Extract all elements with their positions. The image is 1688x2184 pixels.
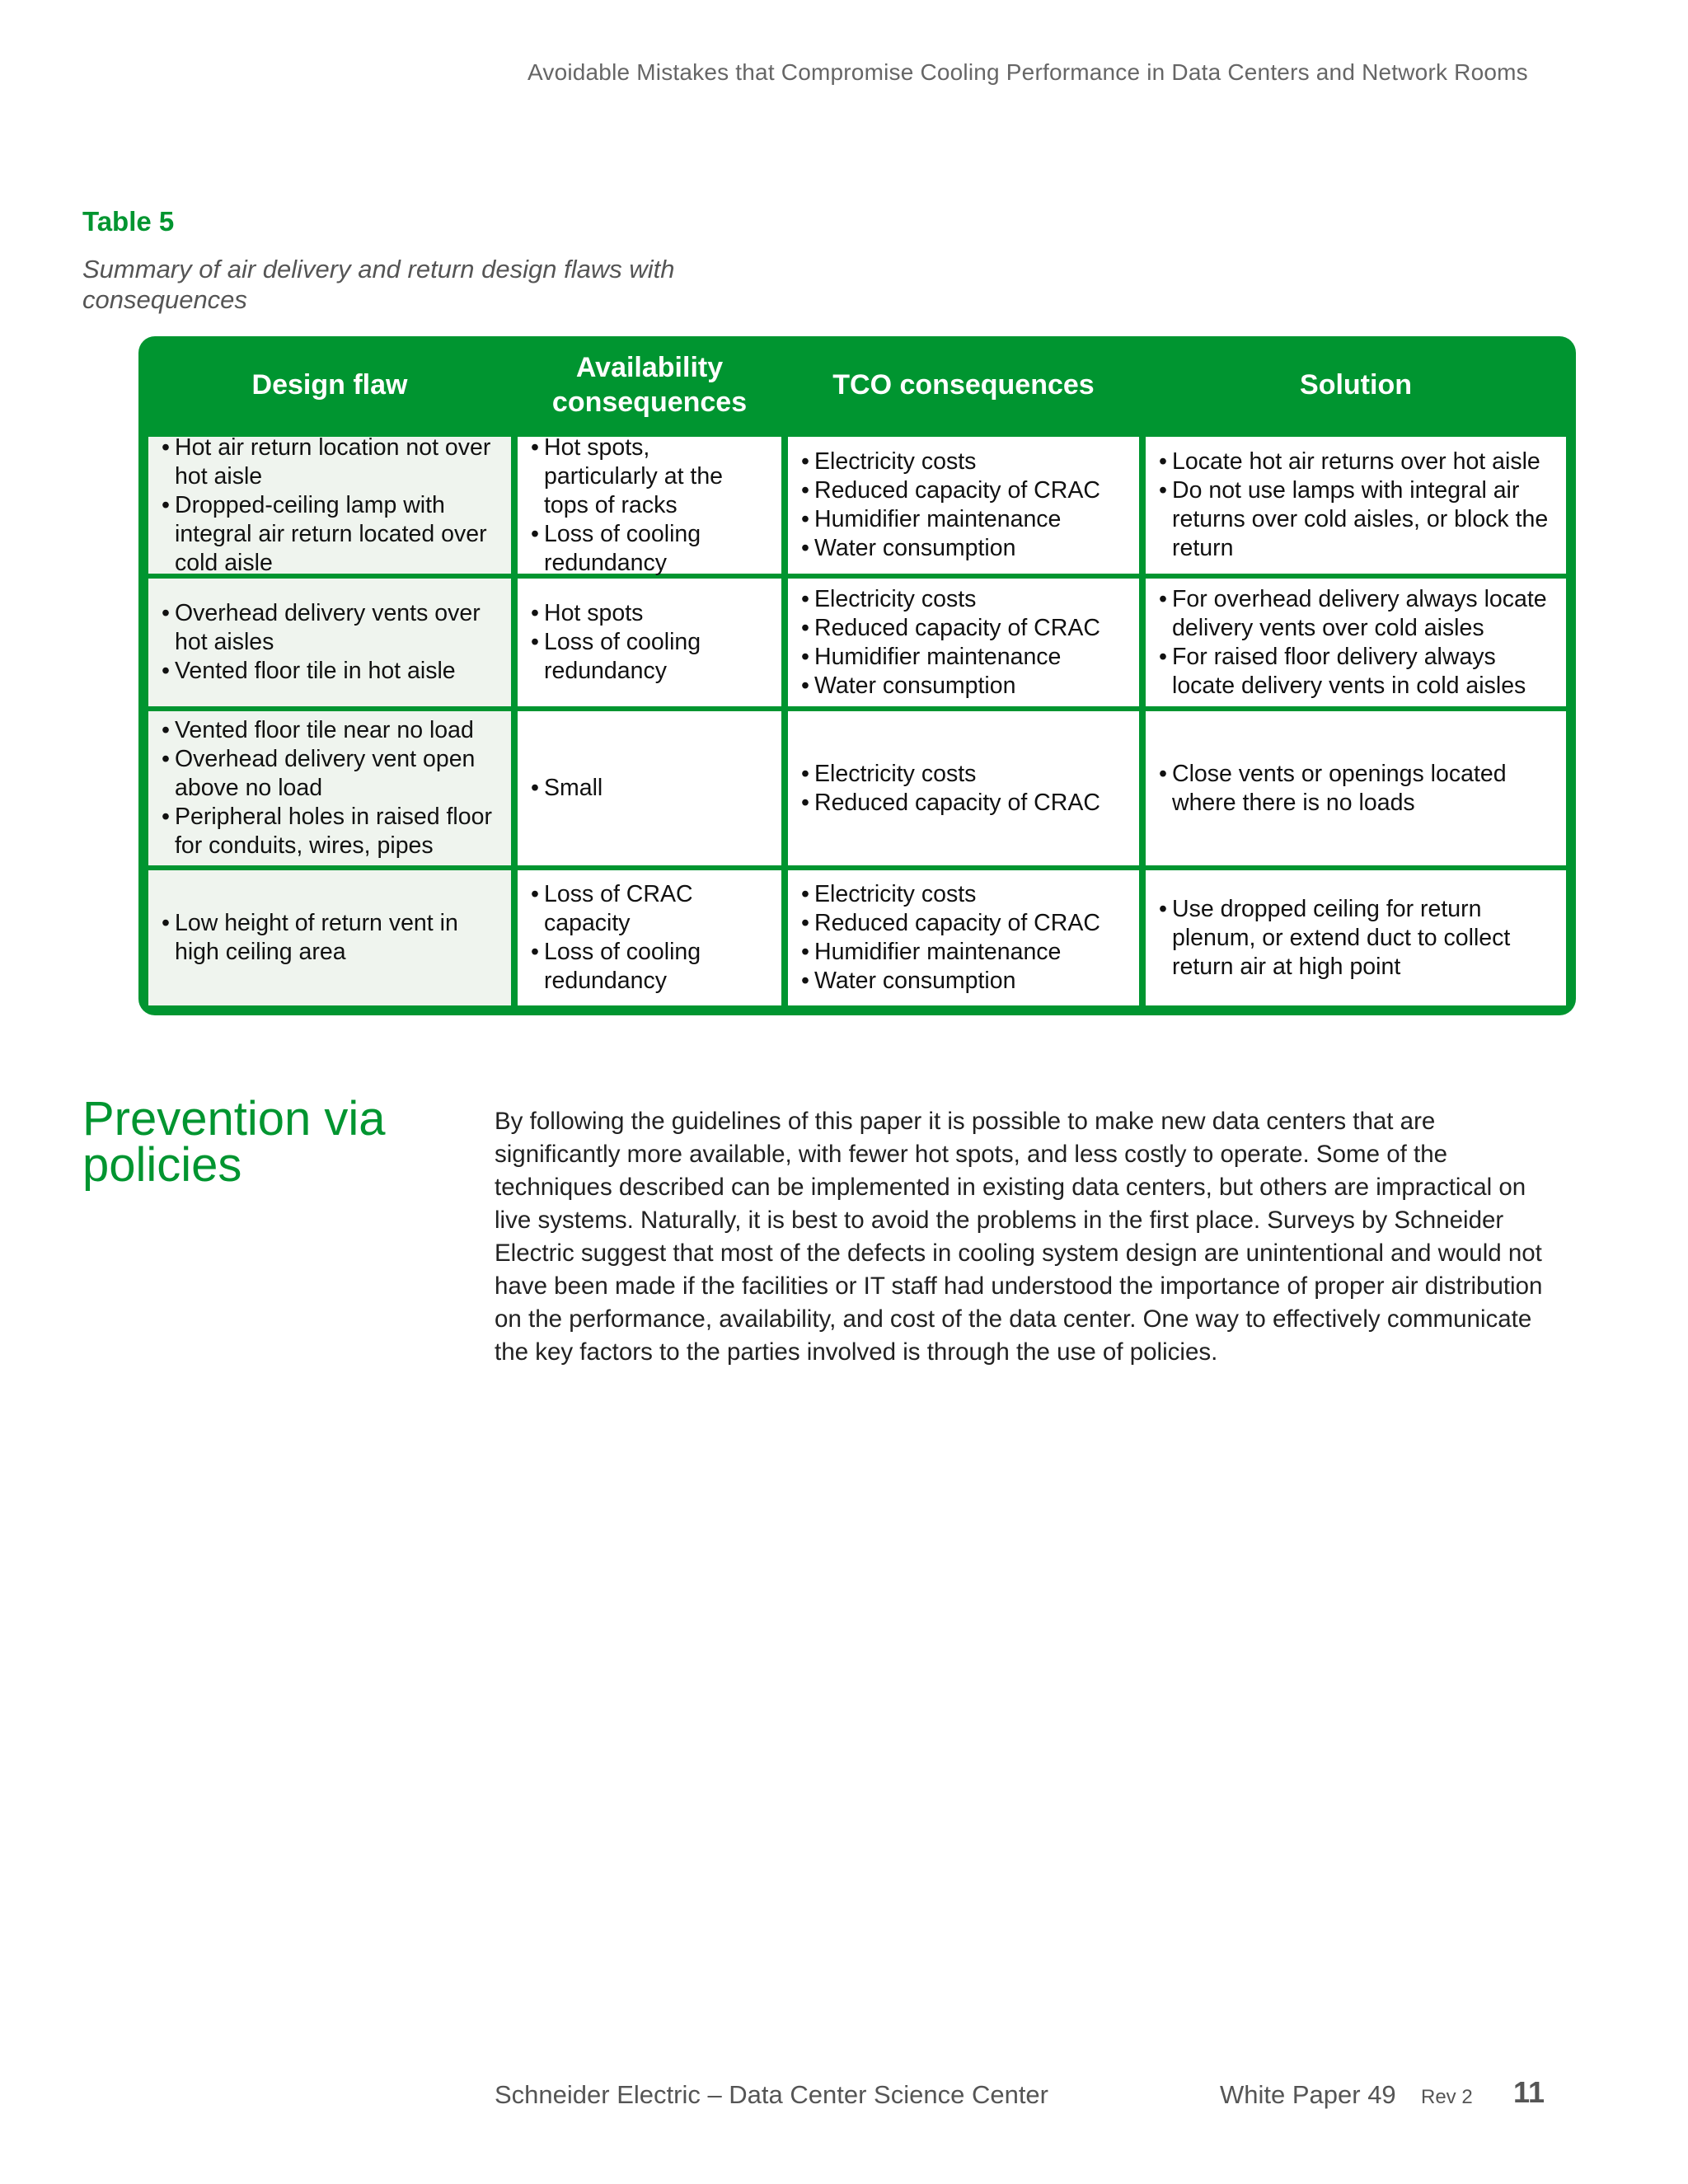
bullet-list [801, 585, 1128, 701]
bullet-item: • Loss of cooling redundancy [531, 938, 770, 996]
bullet-item: • Electricity costs [801, 585, 1128, 614]
table-cell-solution [1146, 437, 1566, 574]
bullet-item: • For raised floor delivery always locate delivery vents in cold aisles [1159, 643, 1554, 701]
table-cell-flaw [148, 434, 511, 576]
table-cell-solution [1146, 579, 1566, 706]
footer-source: Schneider Electric – Data Center Science Center [495, 2080, 1048, 2109]
bullet-item: • Reduced capacity of CRAC [801, 789, 1128, 818]
bullet-item: • Dropped-ceiling lamp with integral air return located over cold aisle [162, 491, 499, 578]
header-solution: Solution [1300, 369, 1412, 401]
bullet-list [1159, 895, 1554, 982]
bullet-list [162, 599, 499, 686]
bullet-item: • Electricity costs [801, 448, 1128, 476]
bullet-item: • Electricity costs [801, 760, 1128, 789]
bullet-item: • Water consumption [801, 672, 1128, 701]
bullet-item: • Do not use lamps with integral air returns over cold aisles, or block the return [1159, 476, 1554, 563]
footer-revision: Rev 2 [1421, 2086, 1473, 2108]
bullet-list [801, 448, 1128, 563]
bullet-list [801, 880, 1128, 996]
footer-paper-number: White Paper 49 [1220, 2080, 1396, 2109]
bullet-item: • Low height of return vent in high ceiling area [162, 909, 499, 967]
bullet-list [1159, 448, 1554, 563]
bullet-item: • Hot spots [531, 599, 770, 628]
bullet-item: • Water consumption [801, 534, 1128, 563]
section-body-text: By following the guidelines of this paper it is possible to make new data centers that are significantly more available, with fewer hot spots, and less costly to operate. Some of the techniques described can be implemented in existing data centers, but others are impractical on live systems. Naturally, it is best to avoid the problems in the first place. Surveys by Schneider Electric suggest that most of the defects in cooling system design are unintentional and would not have been made if the facilities or IT staff had understood the importance of proper air distribution on the performance, availability, and cost of the data center. One way to effectively communicate the key factors to the parties involved is through the use of policies. [495, 1108, 1543, 1366]
table-header-row [138, 336, 1576, 434]
bullet-item: • Loss of cooling redundancy [531, 628, 770, 686]
bullet-list [1159, 585, 1554, 701]
bullet-list [162, 434, 499, 578]
bullet-item: • Overhead delivery vents over hot aisles [162, 599, 499, 657]
table-cell-flaw [148, 870, 511, 1005]
bullet-item: • Reduced capacity of CRAC [801, 476, 1128, 505]
bullet-item: • Reduced capacity of CRAC [801, 909, 1128, 938]
bullet-item: • Locate hot air returns over hot aisle [1159, 448, 1554, 476]
design-flaw-table [138, 336, 1576, 1015]
bullet-item: • Hot spots, particularly at the tops of racks [531, 434, 770, 520]
table-cell-solution [1146, 711, 1566, 865]
bullet-item: • Humidifier maintenance [801, 643, 1128, 672]
table-cell-availability [518, 870, 781, 1005]
table-cell-availability [518, 579, 781, 706]
table-cell-tco [788, 437, 1139, 574]
bullet-item: • Reduced capacity of CRAC [801, 614, 1128, 643]
header-design-flaw: Design flaw [251, 369, 408, 401]
page-number: 11 [1513, 2075, 1545, 2109]
bullet-item: • Close vents or openings located where there is no loads [1159, 760, 1554, 818]
bullet-list [531, 880, 770, 996]
bullet-list [531, 774, 770, 803]
bullet-list [162, 909, 499, 967]
bullet-list [531, 599, 770, 686]
bullet-item: • Overhead delivery vent open above no load [162, 745, 499, 803]
bullet-item: • Humidifier maintenance [801, 505, 1128, 534]
running-header: Avoidable Mistakes that Compromise Cooling Performance in Data Centers and Network Rooms [528, 59, 1528, 85]
bullet-item: • Water consumption [801, 967, 1128, 996]
table-cell-solution [1146, 870, 1566, 1005]
bullet-item: • Use dropped ceiling for return plenum, or extend duct to collect return air at high point [1159, 895, 1554, 982]
header-availability: Availability consequences [551, 352, 748, 418]
bullet-item: • Small [531, 774, 770, 803]
table-cell-tco [788, 579, 1139, 706]
bullet-list [162, 716, 499, 860]
section-heading: Prevention via policies [82, 1092, 386, 1192]
bullet-item: • Hot air return location not over hot aisle [162, 434, 499, 491]
bullet-list [1159, 760, 1554, 818]
bullet-item: • Electricity costs [801, 880, 1128, 909]
bullet-item: • Humidifier maintenance [801, 938, 1128, 967]
table-caption: Summary of air delivery and return design flaws with consequences [82, 255, 675, 314]
table-cell-availability [518, 434, 781, 576]
table-cell-availability [518, 711, 781, 865]
bullet-item: • Vented floor tile in hot aisle [162, 657, 499, 686]
bullet-item: • Loss of CRAC capacity [531, 880, 770, 938]
bullet-item: • Vented floor tile near no load [162, 716, 499, 745]
table-cell-tco [788, 711, 1139, 865]
bullet-item: • Peripheral holes in raised floor for conduits, wires, pipes [162, 803, 499, 860]
bullet-list [801, 760, 1128, 818]
bullet-list [531, 434, 770, 578]
table-label: Table 5 [82, 206, 175, 237]
table-cell-tco [788, 870, 1139, 1005]
table-cell-flaw [148, 711, 511, 865]
header-tco: TCO consequences [832, 369, 1095, 401]
bullet-item: • For overhead delivery always locate delivery vents over cold aisles [1159, 585, 1554, 643]
bullet-item: • Loss of cooling redundancy [531, 520, 770, 578]
table-cell-flaw [148, 579, 511, 706]
